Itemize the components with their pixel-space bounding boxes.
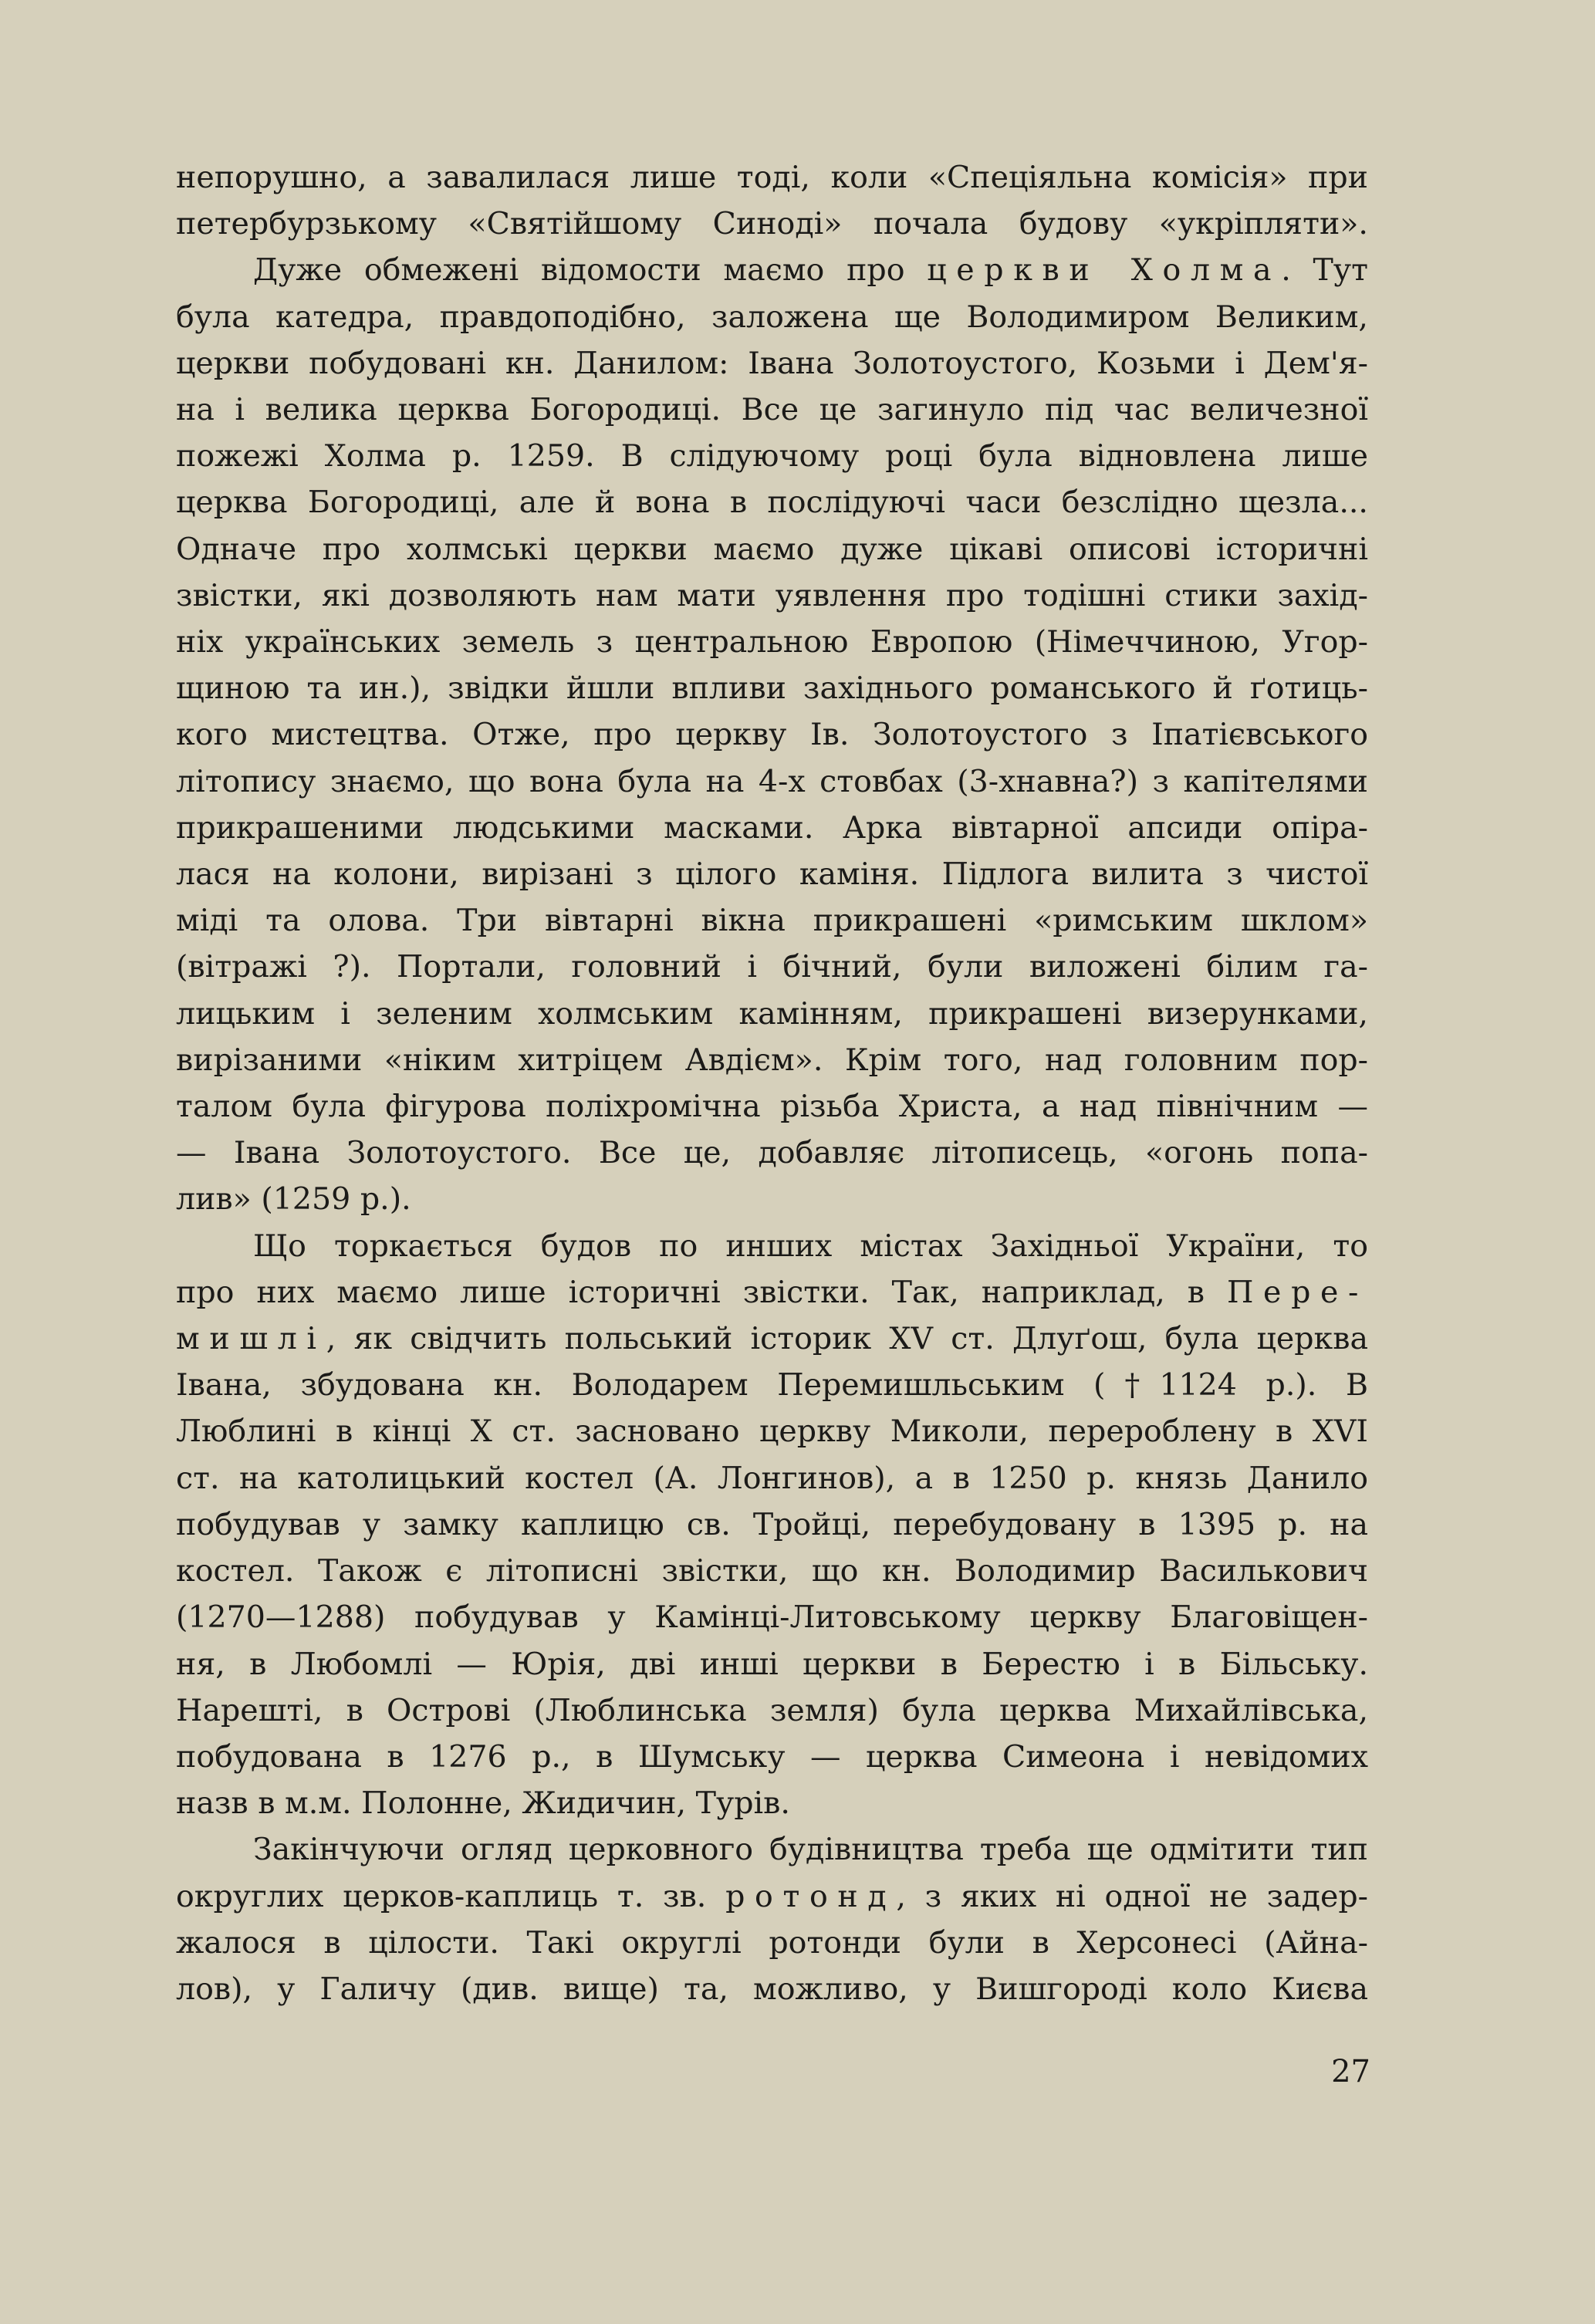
text-line — [176, 1548, 1368, 1594]
text-run: лася на колони, вирізані з цілого каміня. Підлога вилита з чистої — [176, 856, 1368, 893]
spaced-emphasis: церкви Холма — [927, 252, 1282, 289]
text-run: на і велика церква Богородиці. Все це загинуло під час величезної — [176, 392, 1368, 428]
text-run: Закінчуючи огляд церковного будівництва треба ще одмітити тип — [253, 1832, 1368, 1868]
text-line — [176, 1594, 1368, 1640]
text-line — [176, 1408, 1368, 1454]
text-run: Івана, збудована кн. Володарем Перемишльським (†1124 р.). В — [176, 1367, 1368, 1404]
text-run: , з яких ні одної не задер- — [896, 1878, 1368, 1914]
text-line — [176, 1920, 1368, 1966]
spaced-emphasis: ротонд — [725, 1878, 897, 1914]
text-line — [176, 1455, 1368, 1501]
text-line — [176, 433, 1368, 479]
text-run: талом була фігурова поліхромічна різьба Христа, а над північним — — [176, 1089, 1368, 1125]
text-run: Нарешті, в Острові (Люблинська земля) була церква Михайлівська, — [176, 1692, 1368, 1728]
text-line — [176, 1826, 1368, 1873]
text-line — [176, 1966, 1368, 2012]
body-text — [176, 154, 1368, 2012]
text-line — [176, 1362, 1368, 1408]
text-run: звістки, які дозволяють нам мати уявлення про тодішні стики захід- — [176, 577, 1368, 613]
text-run: про них маємо лише історичні звістки. Так, наприклад, в — [176, 1274, 1227, 1310]
text-line — [176, 1223, 1368, 1269]
text-run: ст. на католицький костел (А. Лонгинов), а в 1250 р. князь Данило — [176, 1460, 1368, 1496]
text-run: церкви побудовані кн. Данилом: Івана Золотоустого, Козьми і Дем'я- — [176, 345, 1368, 381]
text-line — [176, 201, 1368, 247]
text-run: костел. Також є літописні звістки, що кн. Володимир Василькович — [176, 1553, 1368, 1589]
text-run: була катедра, правдоподібно, заложена ще Володимиром Великим, — [176, 299, 1368, 335]
spaced-emphasis: Пере- — [1226, 1274, 1368, 1310]
text-run: жалося в цілости. Такі округлі ротонди були в Херсонесі (Айна- — [176, 1924, 1368, 1961]
text-line — [176, 1501, 1368, 1548]
text-line — [176, 851, 1368, 897]
text-line — [176, 711, 1368, 758]
text-line — [176, 619, 1368, 665]
text-run: щиною та ин.), звідки йшли впливи західнього романського й ґотиць- — [176, 671, 1368, 707]
text-run: непорушно, а завалилася лише тоді, коли «Спеціяльна комісія» при — [176, 160, 1368, 195]
text-line — [176, 573, 1368, 619]
text-line — [176, 944, 1368, 990]
text-run: побудував у замку каплицю св. Тройці, перебудовану в 1395 р. на — [176, 1506, 1368, 1542]
text-line — [176, 294, 1368, 340]
text-run: , як свідчить польський історик XV ст. Длуґош, була церква — [326, 1321, 1368, 1357]
text-line — [176, 1641, 1368, 1687]
text-run: лов), у Галичу (див. вище) та, можливо, у Вишгороді коло Києва — [176, 1971, 1368, 2007]
text-run: назв в м.м. Полонне, Жидичин, Турів. — [176, 1785, 790, 1822]
text-line — [176, 526, 1368, 573]
text-run: ня, в Любомлі — Юрія, дві инші церкви в Берестю і в Більську. — [176, 1646, 1368, 1682]
text-line — [176, 154, 1368, 201]
text-run: (вітражі ?). Портали, головний і бічний, були виложені білим га- — [176, 949, 1368, 985]
text-run: прикрашеними людськими масками. Арка вівтарної апсиди опіра- — [176, 809, 1368, 846]
text-run: Люблині в кінці X ст. засновано церкву Миколи, перероблену в XVI — [176, 1414, 1368, 1450]
text-line — [176, 1780, 1368, 1826]
text-line — [176, 1037, 1368, 1083]
text-run: лицьким і зеленим холмським камінням, прикрашені визерунками, — [176, 995, 1368, 1032]
text-line — [176, 665, 1368, 711]
text-line — [176, 387, 1368, 433]
text-line — [176, 1873, 1368, 1920]
text-run: побудована в 1276 р., в Шумську — церква Симеона і невідомих — [176, 1738, 1368, 1775]
text-line — [176, 479, 1368, 525]
text-run: (1270—1288) побудував у Камінці-Литовському церкву Благовіщен- — [176, 1599, 1368, 1636]
text-line — [176, 805, 1368, 851]
text-run: лив» (1259 р.). — [176, 1181, 411, 1218]
text-run: Одначе про холмські церкви маємо дуже цікаві описові історичні — [176, 531, 1368, 567]
text-line — [176, 1316, 1368, 1362]
text-line — [176, 340, 1368, 387]
text-run: Дуже обмежені відомости маємо про — [253, 252, 928, 289]
text-run: літопису знаємо, що вона була на 4-х стовбах (3-хнавна?) з капітелями — [176, 763, 1368, 799]
text-run: Що торкається будов по инших містах Західньої України, то — [253, 1228, 1368, 1264]
text-run: вирізаними «ніким хитріцем Авдієм». Крім того, над головним пор- — [176, 1042, 1368, 1078]
text-run: округлих церков-каплиць т. зв. — [176, 1878, 726, 1914]
text-line — [176, 247, 1368, 293]
text-line — [176, 1176, 1368, 1222]
text-line — [176, 897, 1368, 944]
page-number: 27 — [1331, 2054, 1370, 2089]
text-run: кого мистецтва. Отже, про церкву Ів. Золотоустого з Іпатієвського — [176, 717, 1368, 753]
text-run: . Тут — [1281, 252, 1368, 289]
spaced-emphasis: мишлі — [176, 1321, 326, 1357]
text-line — [176, 1269, 1368, 1316]
text-line — [176, 1687, 1368, 1734]
text-line — [176, 991, 1368, 1037]
text-line — [176, 1130, 1368, 1176]
text-run: церква Богородиці, але й вона в послідуючі часи безслідно щезла... — [176, 485, 1368, 521]
text-line — [176, 758, 1368, 805]
text-run: пожежі Холма р. 1259. В слідуючому році була відновлена лише — [176, 438, 1368, 475]
text-line — [176, 1734, 1368, 1780]
text-run: міді та олова. Три вівтарні вікна прикрашені «римським шклом» — [176, 903, 1368, 939]
text-line — [176, 1083, 1368, 1130]
text-run: — Івана Золотоустого. Все це, добавляє літописець, «огонь попа- — [176, 1135, 1368, 1171]
text-run: ніх українських земель з центральною Европою (Німеччиною, Угор- — [176, 624, 1368, 660]
text-run: петербурзькому «Святійшому Синоді» почала будову «укріпляти». — [176, 206, 1368, 242]
